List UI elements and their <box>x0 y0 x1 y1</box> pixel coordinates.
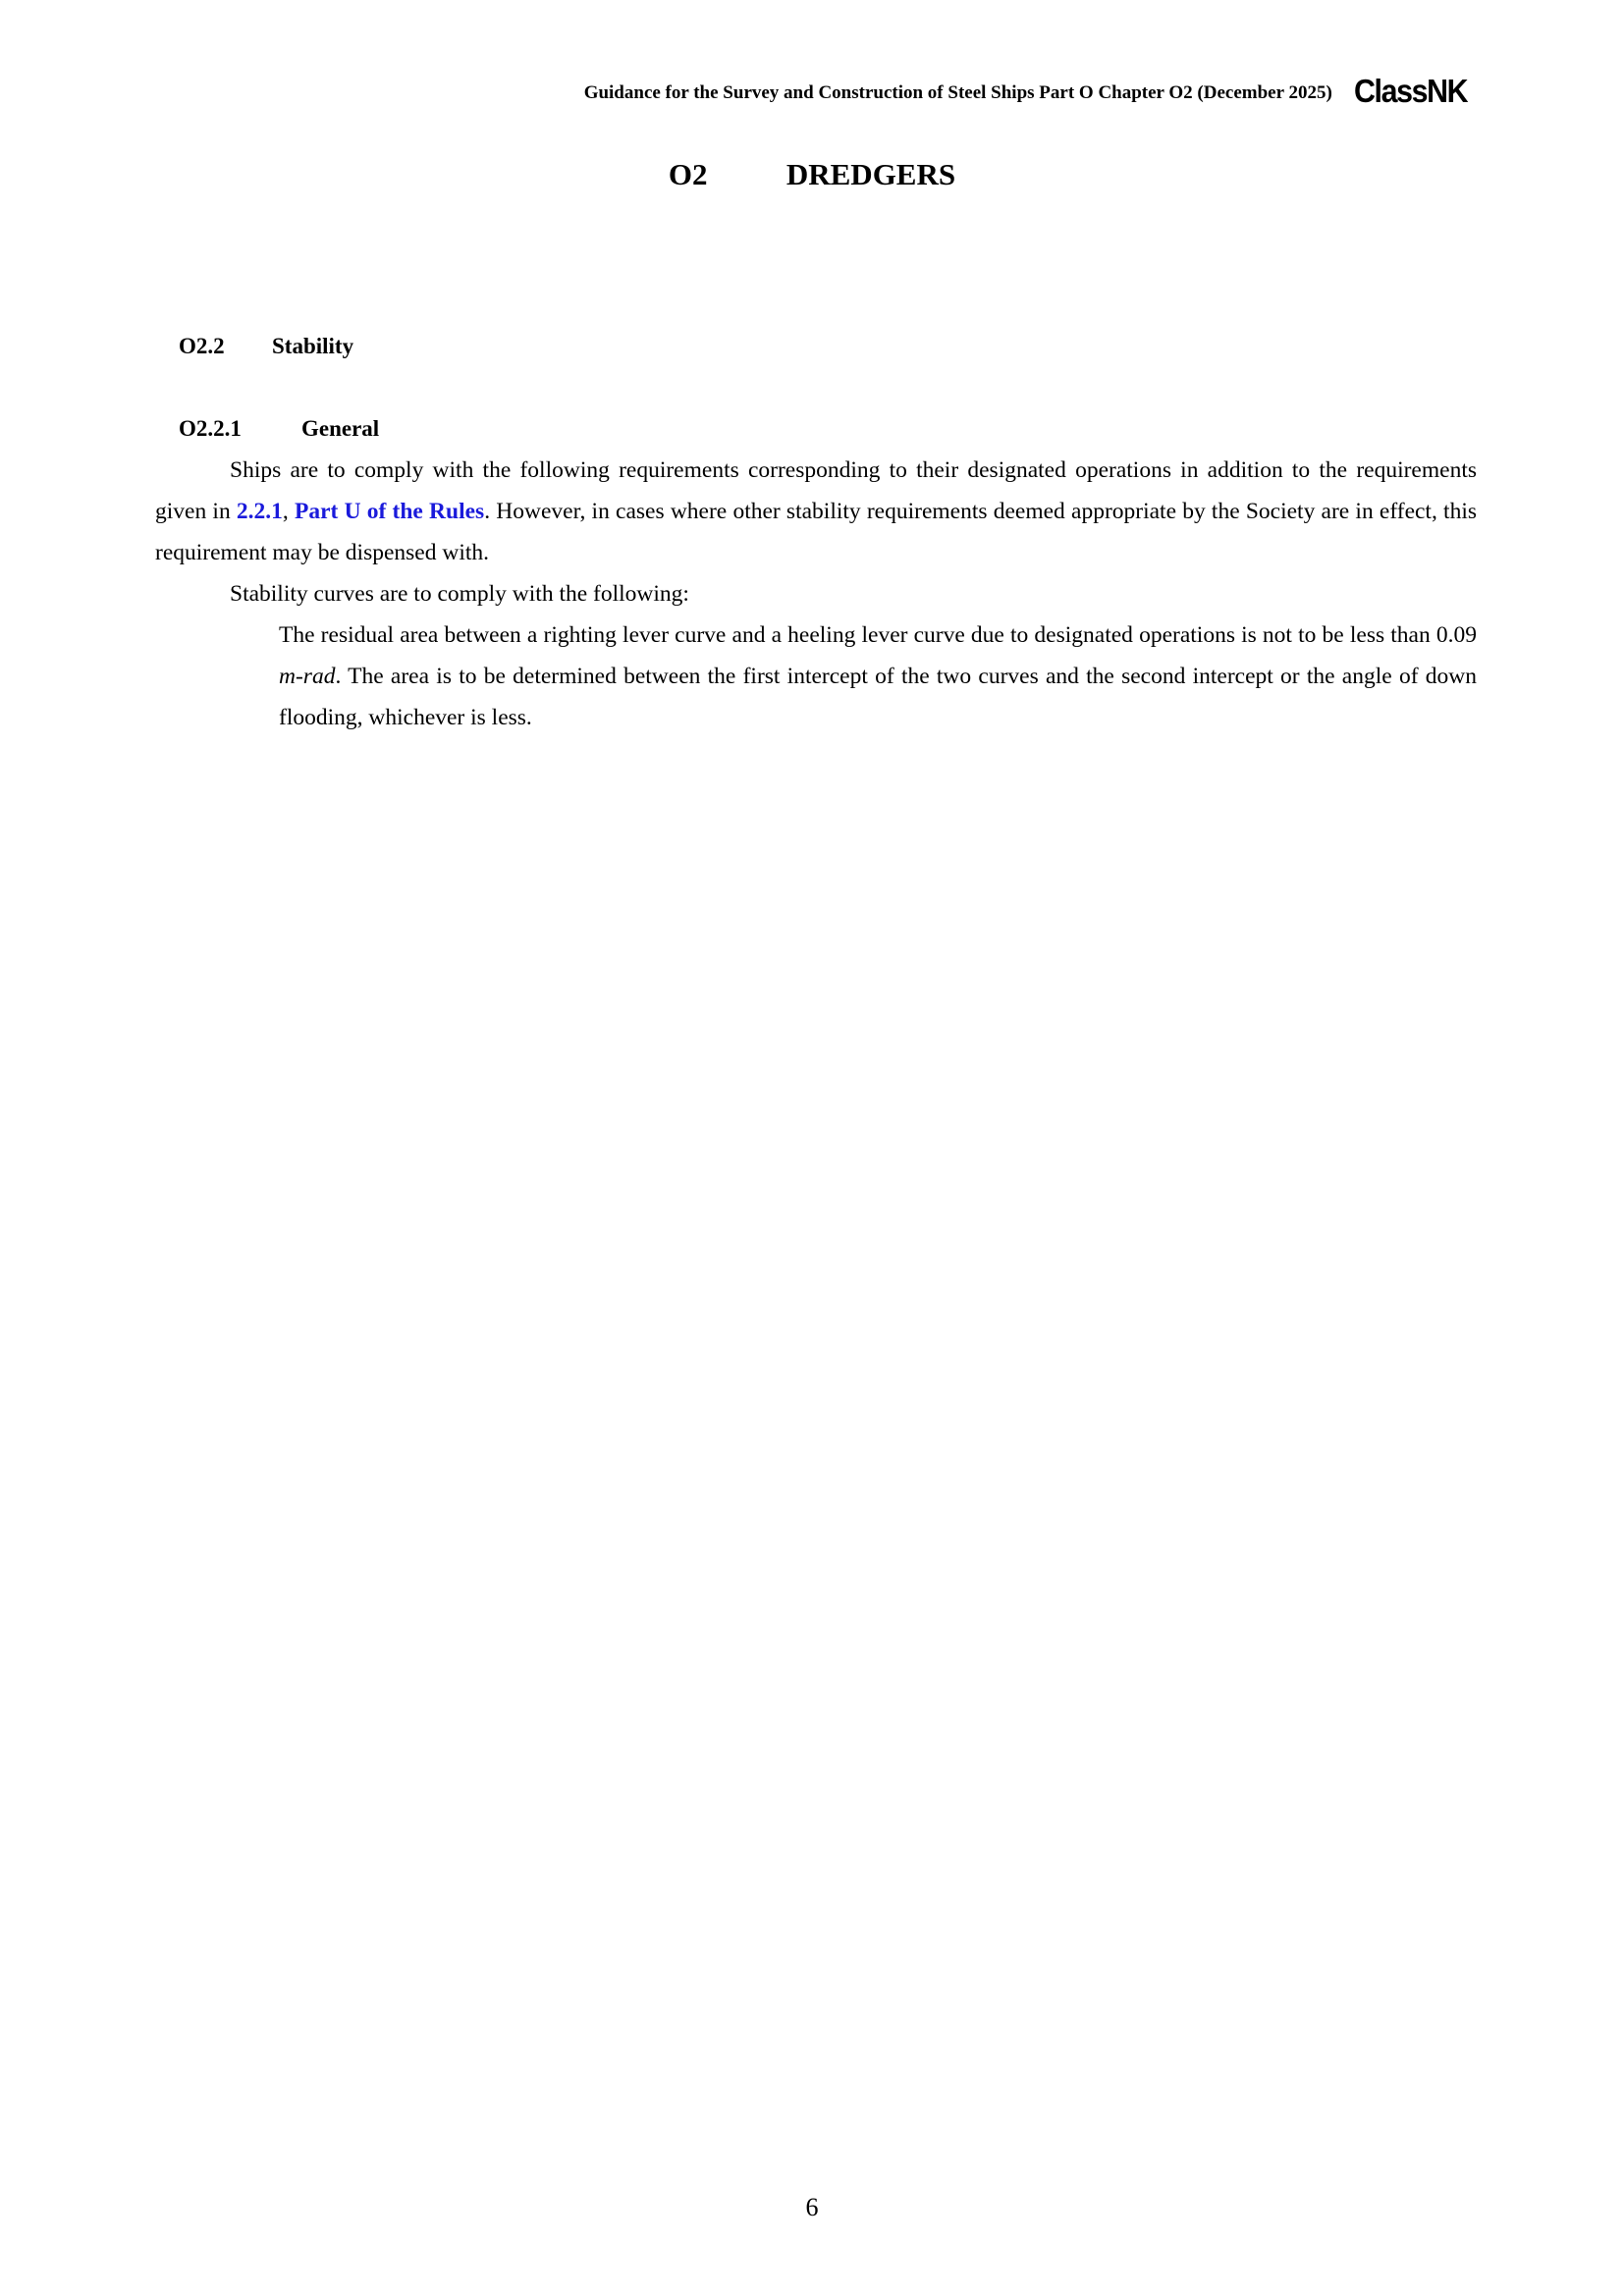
paragraph-residual-area <box>279 614 1477 738</box>
paragraph-stability-curves <box>155 573 1477 614</box>
page-header <box>583 73 1477 109</box>
rule-link-part-u[interactable]: Part U of the Rules <box>295 499 485 524</box>
paragraph-text: The residual area between a righting lever curve and a heeling lever curve due to designated operations is not to be less than 0.09 <box>279 622 1477 648</box>
subsection-title: General <box>301 416 380 441</box>
chapter-number: O2 <box>668 157 708 191</box>
running-title: Guidance for the Survey and Construction of Steel Ships Part O Chapter O2 (December 2025) <box>583 81 1332 103</box>
unit-m-rad: m-rad <box>279 664 336 689</box>
page-number: 6 <box>805 2193 819 2221</box>
paragraph-text: Ships are to comply with the following requirements corresponding to their designated operations in addition to the requirements given in <box>155 457 1477 524</box>
paragraph-text: Stability curves are to comply with the following: <box>230 581 689 607</box>
paragraph-text: . However, in cases where other stability requirements deemed appropriate by the Society are in effect, this requirement may be dispensed with. <box>155 499 1477 565</box>
rule-link-2-2-1[interactable]: 2.2.1 <box>236 499 283 524</box>
chapter-title <box>0 159 1624 189</box>
separator-text: , <box>282 499 295 524</box>
section-heading <box>179 334 353 359</box>
section-title: Stability <box>272 334 354 358</box>
chapter-name: DREDGERS <box>785 157 956 191</box>
section-number: O2.2 <box>179 334 225 358</box>
subsection-number: O2.2.1 <box>179 416 242 441</box>
paragraph-text: . The area is to be determined between the first intercept of the two curves and the second intercept or the angle of down flooding, whichever is less. <box>279 664 1477 730</box>
subsection-heading <box>179 416 379 442</box>
classnk-logo: ClassNK <box>1353 73 1467 109</box>
paragraph-requirements <box>155 450 1477 573</box>
